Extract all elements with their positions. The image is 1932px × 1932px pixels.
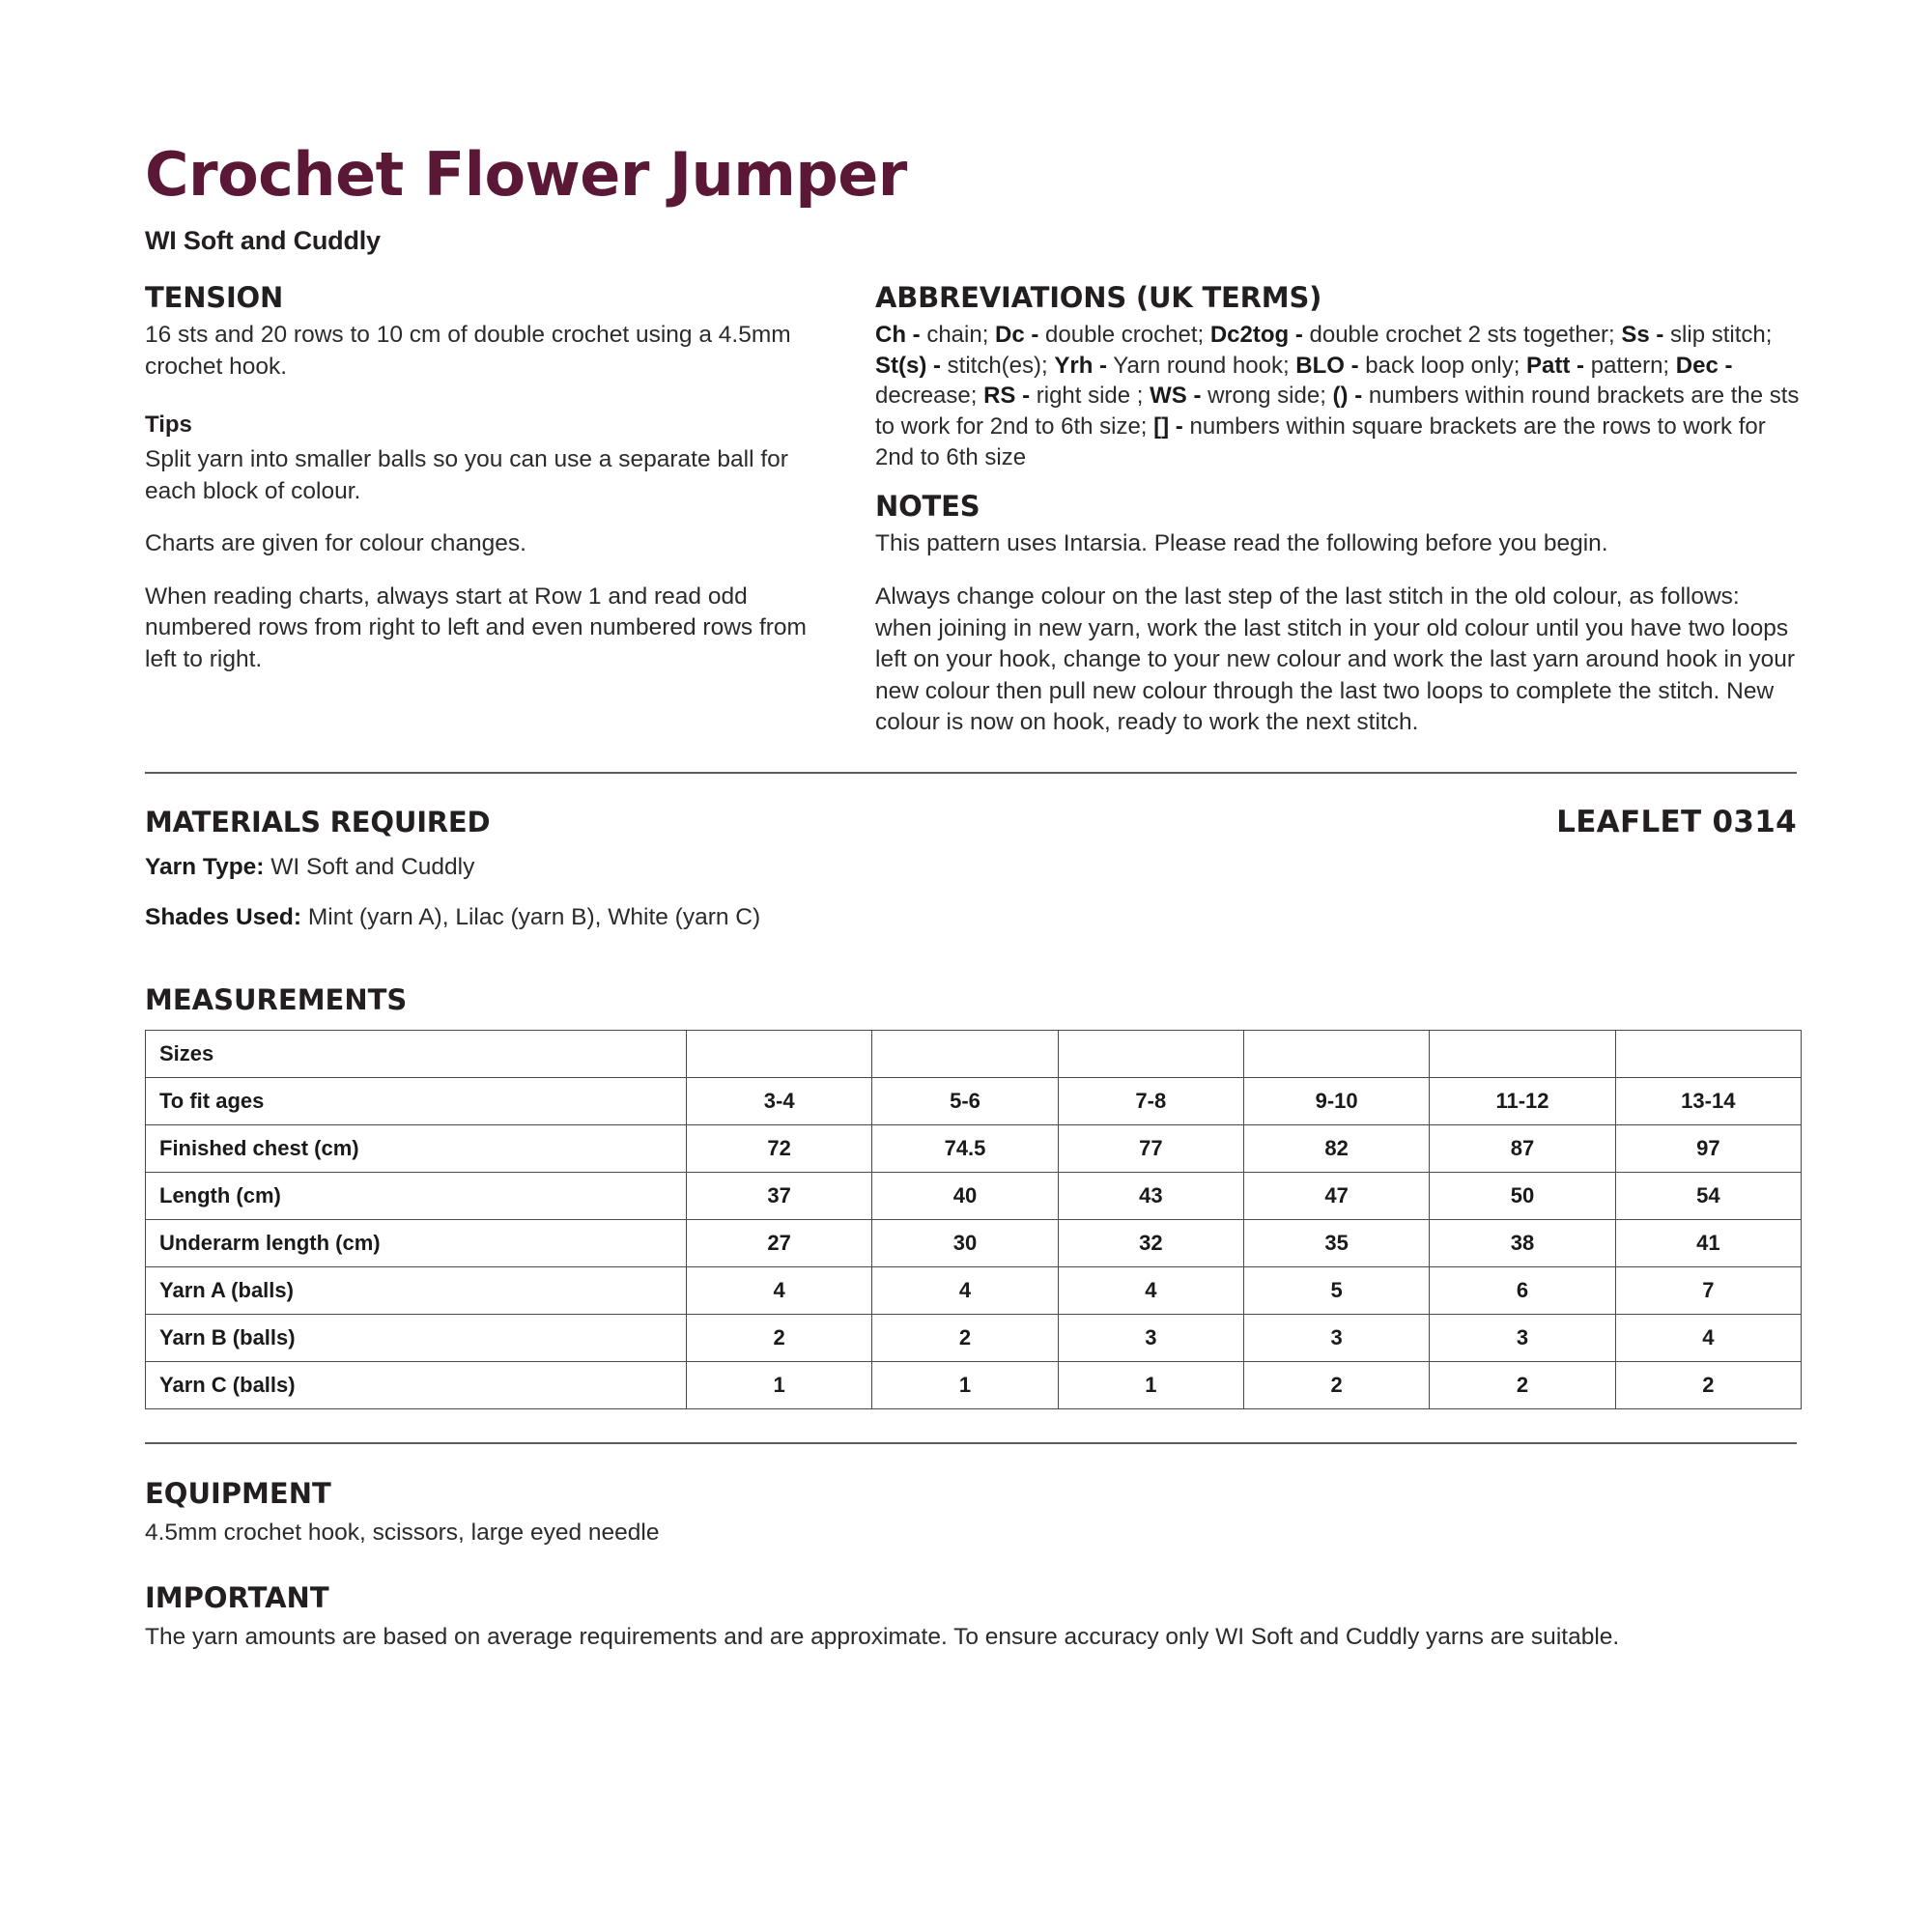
abbreviation-definition: slip stitch; <box>1663 322 1773 348</box>
abbreviations-column <box>875 281 1803 739</box>
table-cell-value: 54 <box>1615 1172 1801 1219</box>
abbreviation-definition: wrong side; <box>1201 383 1333 410</box>
table-row-label: Yarn C (balls) <box>146 1361 687 1408</box>
yarn-type-label: Yarn Type: <box>145 853 265 880</box>
abbreviation-definition: numbers within round brackets are the sts to work for 2nd to 6th size; <box>875 383 1800 440</box>
yarn-type-value: WI Soft and Cuddly <box>264 853 475 880</box>
table-cell-value: 47 <box>1243 1172 1429 1219</box>
tension-column <box>145 281 821 697</box>
tips-heading: Tips <box>145 412 192 439</box>
table-cell-value: 4 <box>1615 1314 1801 1361</box>
tip-paragraph: Charts are given for colour changes. <box>145 530 526 557</box>
abbreviations-heading: ABBREVIATIONS (UK TERMS) <box>875 281 1322 314</box>
table-row-label: To fit ages <box>146 1077 687 1124</box>
table-cell-value: 4 <box>687 1266 872 1314</box>
table-row-label: Length (cm) <box>146 1172 687 1219</box>
table-cell-value: 3 <box>1058 1314 1243 1361</box>
shades-used-line <box>145 904 1797 931</box>
table-cell-value: 3-4 <box>687 1077 872 1124</box>
table-cell-value: 2 <box>1430 1361 1615 1408</box>
abbreviation-definition: stitch(es); <box>941 352 1055 379</box>
important-text: The yarn amounts are based on average requirements and are approximate. To ensure accuracy only WI Soft and Cuddly yarns are suitable. <box>145 1624 1620 1651</box>
table-row-label: Underarm length (cm) <box>146 1219 687 1266</box>
abbreviation-term: BLO - <box>1295 352 1359 379</box>
abbreviations-list <box>875 320 1803 472</box>
table-cell-value: 2 <box>1615 1361 1801 1408</box>
table-cell-value: 6 <box>1430 1266 1615 1314</box>
table-row <box>146 1172 1802 1219</box>
abbreviation-term: Dc2tog - <box>1209 322 1303 348</box>
table-cell-value: 82 <box>1243 1124 1429 1172</box>
materials-header-row <box>145 805 1797 844</box>
shades-used-label: Shades Used: <box>145 903 302 930</box>
table-cell-value: 2 <box>687 1314 872 1361</box>
notes-heading: NOTES <box>875 490 980 524</box>
table-cell-value: 2 <box>1243 1361 1429 1408</box>
table-cell-value: 41 <box>1615 1219 1801 1266</box>
table-cell-value: 74.5 <box>872 1124 1058 1172</box>
table-cell-value: 13-14 <box>1615 1077 1801 1124</box>
abbreviation-term: () - <box>1332 383 1363 410</box>
equipment-text: 4.5mm crochet hook, scissors, large eyed needle <box>145 1519 660 1546</box>
table-cell-value: 32 <box>1058 1219 1243 1266</box>
leaflet-number: LEAFLET 0314 <box>1556 804 1797 839</box>
notes-paragraph: This pattern uses Intarsia. Please read the following before you begin. <box>875 530 1608 557</box>
table-cell-value: 4 <box>1058 1266 1243 1314</box>
yarn-type-line <box>145 854 1797 881</box>
table-row-label: Yarn B (balls) <box>146 1314 687 1361</box>
table-row <box>146 1361 1802 1408</box>
table-cell-value: 87 <box>1430 1124 1615 1172</box>
divider-rule-bottom <box>145 1442 1797 1444</box>
table-cell-value: 11-12 <box>1430 1077 1615 1124</box>
table-cell-value: 9-10 <box>1243 1077 1429 1124</box>
intro-columns <box>145 281 1800 739</box>
divider-rule <box>145 772 1797 774</box>
notes-paragraph: Always change colour on the last step of the last stitch in the old colour, as follows: when joining in new yarn, work the last stitch in your old colour until you have two loops left on your hook, change to your new colour and work the last yarn around hook in your new colour then pull new colour through the last two loops to complete the stitch. New colour is now on hook, ready to work the next stitch. <box>875 582 1795 736</box>
table-row <box>146 1219 1802 1266</box>
table-cell-empty <box>1430 1030 1615 1077</box>
table-row-label: Finished chest (cm) <box>146 1124 687 1172</box>
table-row <box>146 1314 1802 1361</box>
abbreviation-term: WS - <box>1150 383 1202 410</box>
table-cell-value: 1 <box>1058 1361 1243 1408</box>
table-cell-value: 5 <box>1243 1266 1429 1314</box>
table-cell-value: 3 <box>1243 1314 1429 1361</box>
table-row <box>146 1077 1802 1124</box>
abbreviation-definition: Yarn round hook; <box>1107 352 1296 379</box>
abbreviation-definition: back loop only; <box>1358 352 1527 379</box>
table-cell-value: 77 <box>1058 1124 1243 1172</box>
abbreviation-definition: decrease; <box>875 383 984 410</box>
equipment-section <box>145 1477 1797 1549</box>
abbreviation-definition: double crochet; <box>1038 322 1210 348</box>
table-cell-value: 50 <box>1430 1172 1615 1219</box>
table-header-sizes: Sizes <box>146 1030 687 1077</box>
page-title: Crochet Flower Jumper <box>145 139 907 210</box>
abbreviation-term: Dec - <box>1675 352 1733 379</box>
abbreviation-term: [] - <box>1153 413 1183 440</box>
important-section <box>145 1581 1797 1654</box>
table-cell-value: 72 <box>687 1124 872 1172</box>
abbreviation-definition: double crochet 2 sts together; <box>1302 322 1622 348</box>
materials-heading: MATERIALS REQUIRED <box>145 805 491 838</box>
important-heading: IMPORTANT <box>145 1581 329 1615</box>
table-cell-empty <box>1615 1030 1801 1077</box>
table-cell-value: 1 <box>872 1361 1058 1408</box>
abbreviation-definition: pattern; <box>1584 352 1676 379</box>
abbreviation-term: Yrh - <box>1054 352 1108 379</box>
table-cell-value: 3 <box>1430 1314 1615 1361</box>
measurements-table <box>145 1030 1802 1409</box>
table-cell-empty <box>1243 1030 1429 1077</box>
table-cell-value: 37 <box>687 1172 872 1219</box>
table-cell-value: 43 <box>1058 1172 1243 1219</box>
table-row <box>146 1266 1802 1314</box>
table-row-label: Yarn A (balls) <box>146 1266 687 1314</box>
abbreviation-definition: numbers within square brackets are the rows to work for 2nd to 6th size <box>875 413 1766 470</box>
tension-heading: TENSION <box>145 281 284 314</box>
abbreviation-definition: right side ; <box>1030 383 1151 410</box>
abbreviation-term: Dc - <box>995 322 1039 348</box>
equipment-heading: EQUIPMENT <box>145 1476 331 1510</box>
measurements-heading: MEASUREMENTS <box>145 982 408 1016</box>
table-cell-value: 35 <box>1243 1219 1429 1266</box>
table-row <box>146 1030 1802 1077</box>
table-cell-value: 38 <box>1430 1219 1615 1266</box>
table-cell-value: 27 <box>687 1219 872 1266</box>
table-cell-value: 5-6 <box>872 1077 1058 1124</box>
abbreviation-term: RS - <box>983 383 1031 410</box>
table-cell-value: 1 <box>687 1361 872 1408</box>
abbreviation-term: St(s) - <box>875 352 941 379</box>
table-cell-value: 30 <box>872 1219 1058 1266</box>
shades-used-value: Mint (yarn A), Lilac (yarn B), White (yarn C) <box>301 903 761 930</box>
table-cell-value: 97 <box>1615 1124 1801 1172</box>
table-cell-empty <box>872 1030 1058 1077</box>
table-cell-empty <box>687 1030 872 1077</box>
tension-text: 16 sts and 20 rows to 10 cm of double crochet using a 4.5mm crochet hook. <box>145 322 791 380</box>
table-row <box>146 1124 1802 1172</box>
table-cell-value: 4 <box>872 1266 1058 1314</box>
abbreviation-term: Ch - <box>875 322 921 348</box>
table-cell-value: 7-8 <box>1058 1077 1243 1124</box>
table-cell-value: 2 <box>872 1314 1058 1361</box>
abbreviation-term: Patt - <box>1526 352 1585 379</box>
table-cell-empty <box>1058 1030 1243 1077</box>
tip-paragraph: When reading charts, always start at Row 1 and read odd numbered rows from right to left and even numbered rows from left to right. <box>145 582 807 673</box>
tip-paragraph: Split yarn into smaller balls so you can use a separate ball for each block of colour. <box>145 446 788 504</box>
page-subtitle: WI Soft and Cuddly <box>145 226 381 255</box>
abbreviation-definition: chain; <box>920 322 996 348</box>
abbreviation-term: Ss - <box>1621 322 1664 348</box>
table-cell-value: 40 <box>872 1172 1058 1219</box>
table-cell-value: 7 <box>1615 1266 1801 1314</box>
